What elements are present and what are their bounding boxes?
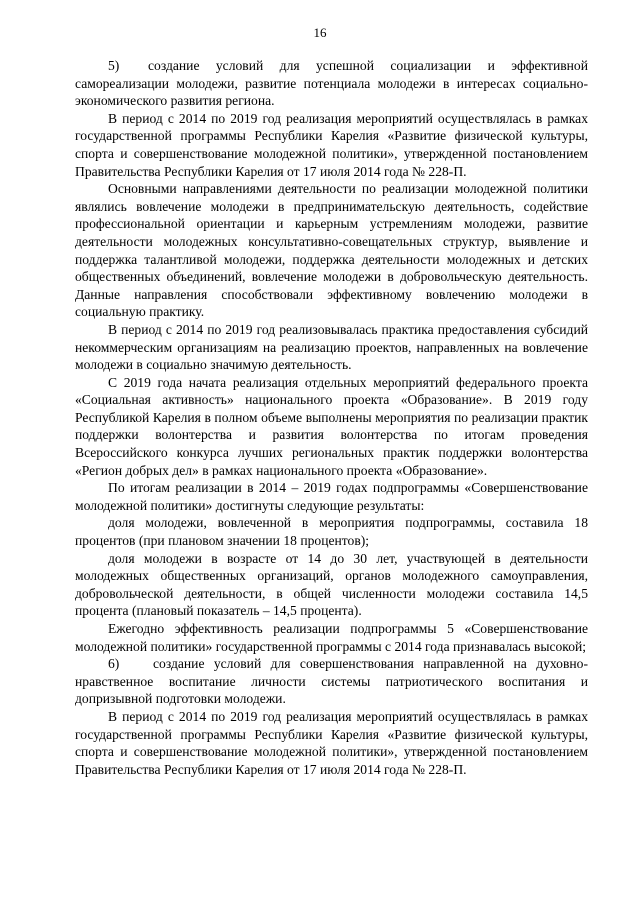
paragraph bbox=[75, 180, 588, 321]
list-marker: 5) bbox=[108, 58, 120, 73]
paragraph bbox=[75, 110, 588, 180]
list-marker: 6) bbox=[108, 656, 120, 672]
document-body bbox=[75, 57, 588, 778]
paragraph-text: Ежегодно эффективность реализации подпрограммы 5 «Совершенствование молодежной политики» государственной программы с 2014 года признавалась высокой; bbox=[75, 621, 588, 654]
paragraph-text: В период с 2014 по 2019 год реализация мероприятий осуществлялась в рамках государственной программы Республики Карелия «Развитие физической культуры, спорта и совершенствование молодежной политики», утвержденной постановлением Правительства Республики Карелия от 17 июля 2014 года № 228-П. bbox=[75, 110, 588, 179]
paragraph-text: В период с 2014 по 2019 год реализация мероприятий осуществлялась в рамках государственной программы Республики Карелия «Развитие физической культуры, спорта и совершенствование молодежной политики», утвержденной постановлением Правительства Республики Карелия от 17 июля 2014 года № 228-П. bbox=[75, 708, 588, 777]
paragraph-text: В период с 2014 по 2019 год реализовывалась практика предоставления субсидий некоммерческим организациям на реализацию проектов, направленных на вовлечение молодежи в социально значимую деятельность. bbox=[75, 321, 588, 373]
paragraph-text: С 2019 года начата реализация отдельных мероприятий федерального проекта «Социальная активность» национального проекта «Образование». В 2019 году Республикой Карелия в полном объеме выполнены мероприятия по реализации практик поддержки волонтерства и развития волонтерства по итогам проведения Всероссийского конкурса лучших региональных практик поддержки волонтерства «Регион добрых дел» в рамках национального проекта «Образование». bbox=[75, 374, 588, 478]
paragraph bbox=[75, 374, 588, 480]
paragraph-text: доля молодежи, вовлеченной в мероприятия подпрограммы, составила 18 процентов (при плановом значении 18 процентов); bbox=[75, 515, 588, 549]
paragraph bbox=[75, 708, 588, 778]
page-number: 16 bbox=[313, 25, 327, 40]
paragraph-text: создание условий для успешной социализации и эффективной самореализации молодежи, развитие потенциала молодежи в интересах социально-экономического развития региона. bbox=[75, 58, 588, 109]
paragraph bbox=[75, 550, 588, 620]
list-item-5 bbox=[75, 57, 588, 110]
paragraph-text: По итогам реализации в 2014 – 2019 годах подпрограммы «Совершенствование молодежной политики» достигнуты следующие результаты: bbox=[75, 480, 588, 513]
paragraph bbox=[75, 479, 588, 514]
list-item-6 bbox=[75, 655, 588, 708]
paragraph-text: Основными направлениями деятельности по реализации молодежной политики являлись вовлечение молодежи в предпринимательскую деятельность, содействие профессиональной ориентации и карьерным устремлениям молодежи, развитие деятельности молодежных консультативно-совещательных структур, выявление и поддержка талантливой молодежи, поддержка деятельности молодежных и детских общественных объединений, вовлечение молодежи в добровольческую деятельность. Данные направления способствовали эффективному вовлечению молодежи в социальную практику. bbox=[75, 181, 588, 320]
paragraph-text: доля молодежи в возрасте от 14 до 30 лет, участвующей в деятельности молодежных общественных организаций, органов молодежного самоуправления, добровольческой деятельности, в общей численности молодежи составила 14,5 процента (плановый показатель – 14,5 процента). bbox=[75, 550, 588, 619]
paragraph bbox=[75, 514, 588, 549]
paragraph bbox=[75, 620, 588, 655]
paragraph-text: создание условий для совершенствования направленной на духовно-нравственное воспитание личности системы патриотического воспитания и допризывной подготовки молодежи. bbox=[75, 656, 588, 707]
paragraph bbox=[75, 321, 588, 374]
